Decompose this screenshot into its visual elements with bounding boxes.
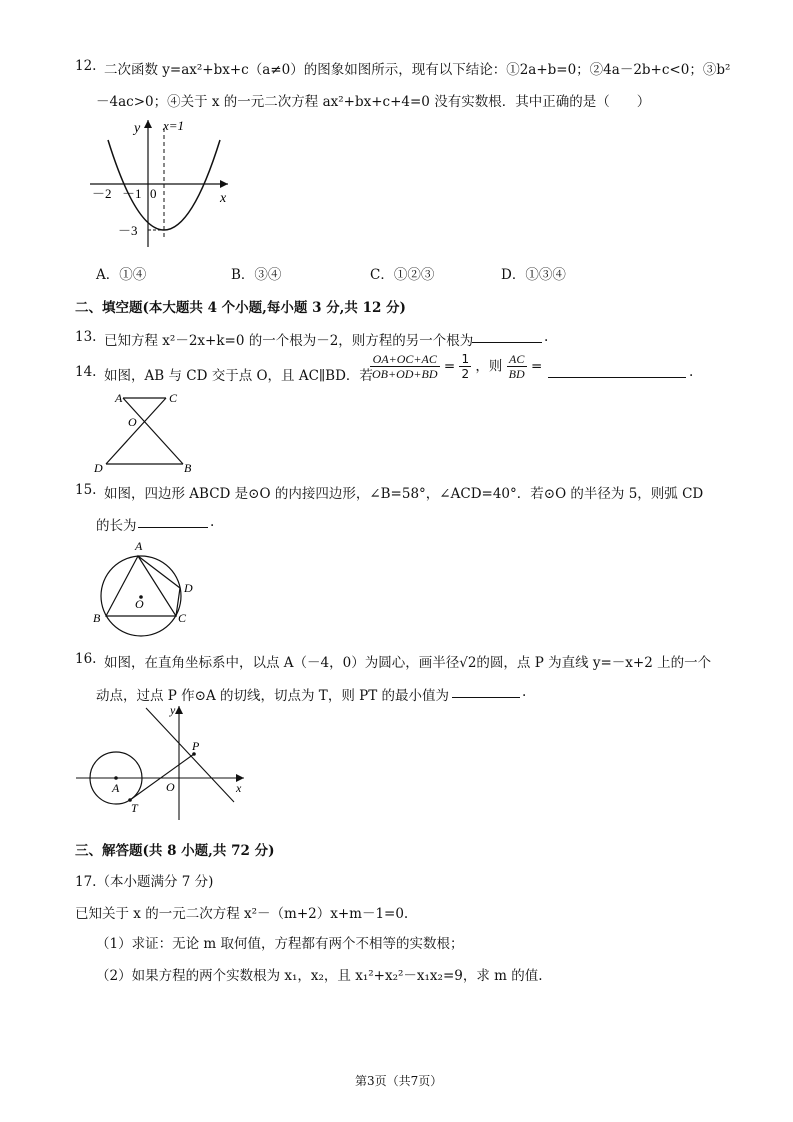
q12-number: 12. [75,58,97,74]
q15-answer-blank[interactable] [138,514,208,528]
section-2-heading: 二、填空题(本大题共 4 个小题,每小题 3 分,共 12 分) [75,300,406,316]
q16-y-axis-arrow [175,706,183,714]
q16-label-a: A [112,781,120,795]
q16-label-o: O [166,780,175,794]
q13-answer-blank[interactable] [472,329,542,343]
q16-tangent-pt [130,754,194,800]
q12-y-label: y [134,121,141,136]
q14-frac3-den: BD [508,367,525,381]
q12-x-label: x [220,191,227,206]
q15-label-c: C [178,611,187,625]
q15-label-d: D [184,581,193,595]
q17-heading: 17.（本小题满分 7 分) [75,874,214,890]
q14-end: . [689,364,694,380]
q16-line2: 动点，过点 P 作⊙A 的切线，切点为 T，则 PT 的最小值为 [96,688,449,704]
q12-options [96,263,656,281]
q16-answer-blank[interactable] [452,684,520,698]
q16-line-y-neg-x-plus-2 [146,708,234,802]
q13-end: . [544,329,549,345]
q16-line1: 如图，在直角坐标系中，以点 A（－4，0）为圆心，画半径√2的圆，点 P 为直线 y=－x+2 上的一个 [104,655,712,671]
q14-line-cd [106,398,166,464]
q17-stem: 已知关于 x 的一元二次方程 x²－（m+2）x+m－1=0. [75,906,409,922]
q14-label-a: A [115,391,123,405]
q12-tick-m2: －2 [92,186,112,201]
q14-figure [88,388,198,476]
q14-frac1 [370,352,440,381]
q15-figure [90,536,202,640]
q14-number: 14. [75,364,97,380]
q14-label-d: D [94,461,103,475]
q14-frac3-num: AC [507,352,527,367]
q12-x-axis-arrow [220,180,228,188]
q14-label-o: O [128,415,137,429]
section-3-heading: 三、解答题(共 8 小题,共 72 分) [75,843,275,859]
q12-tick-m3: －3 [118,223,138,238]
q14-frac3 [507,352,527,381]
q16-label-p: P [192,739,200,753]
q16-label-x: x [236,781,242,795]
q14-ratio-expression [370,352,542,381]
q15-label-a: A [135,539,143,553]
q16-figure [74,702,254,824]
q12-y-axis-arrow [144,120,152,128]
q12-option-b: B．③④ [231,267,282,283]
q12-line2: －4ac>0；④关于 x 的一元二次方程 ax²+bx+c+4=0 没有实数根．其中正确的是（ ） [96,94,651,110]
q16-point-a [114,776,118,780]
q15-line2: 的长为 [96,518,137,534]
q12-option-d: D．①③④ [501,267,566,283]
q14-line-ab [123,398,183,464]
q13-text: 已知方程 x²－2x+k=0 的一个根为－2，则方程的另一个根为 [104,333,474,349]
q14-eq2: = [530,358,543,375]
q16-label-y: y [170,703,176,717]
q16-end: . [522,684,527,700]
q14-label-b: B [184,461,192,475]
q14-answer-blank[interactable] [548,364,686,378]
q14-eq: = [443,358,456,375]
q16-label-t: T [131,801,138,815]
page-footer: 第3页（共7页） [355,1074,443,1088]
q12-line1: 二次函数 y=ax²+bx+c（a≠0）的图象如图所示，现有以下结论：①2a+b=0；②4a－2b+c<0；③b² [104,62,731,78]
q12-option-a: A．①④ [96,267,147,283]
q14-label-c: C [169,391,178,405]
q12-option-c: C．①②③ [370,267,435,283]
q14-frac2-num: 1 [461,352,470,366]
q14-frac2-den: 2 [461,367,470,381]
q15-line1: 如图，四边形 ABCD 是⊙O 的内接四边形，∠B=58°，∠ACD=40°．若⊙O 的半径为 5，则弧 CD [104,486,704,502]
q15-number: 15. [75,482,97,498]
q16-number: 16. [75,651,97,667]
q14-text: 如图，AB 与 CD 交于点 O，且 AC∥BD．若 [104,368,373,384]
q14-frac1-num: OA+OC+AC [370,352,440,367]
q15-end: . [210,514,215,530]
q12-sym-label: x=1 [163,118,185,133]
q15-label-o: O [135,597,144,611]
q12-origin: 0 [150,186,157,201]
q13-number: 13. [75,329,97,345]
q14-frac1-den: OB+OD+BD [372,367,438,381]
q15-label-b: B [93,611,101,625]
q12-tick-m1: －1 [122,186,142,201]
q14-then: ，则 [475,358,503,375]
q12-parabola-graph [88,112,248,252]
q14-frac2 [459,352,471,381]
q17-part2: （2）如果方程的两个实数根为 x₁，x₂，且 x₁²+x₂²－x₁x₂=9，求 m 的值. [96,968,543,984]
q17-part1: （1）求证：无论 m 取何值，方程都有两个不相等的实数根； [96,936,464,952]
